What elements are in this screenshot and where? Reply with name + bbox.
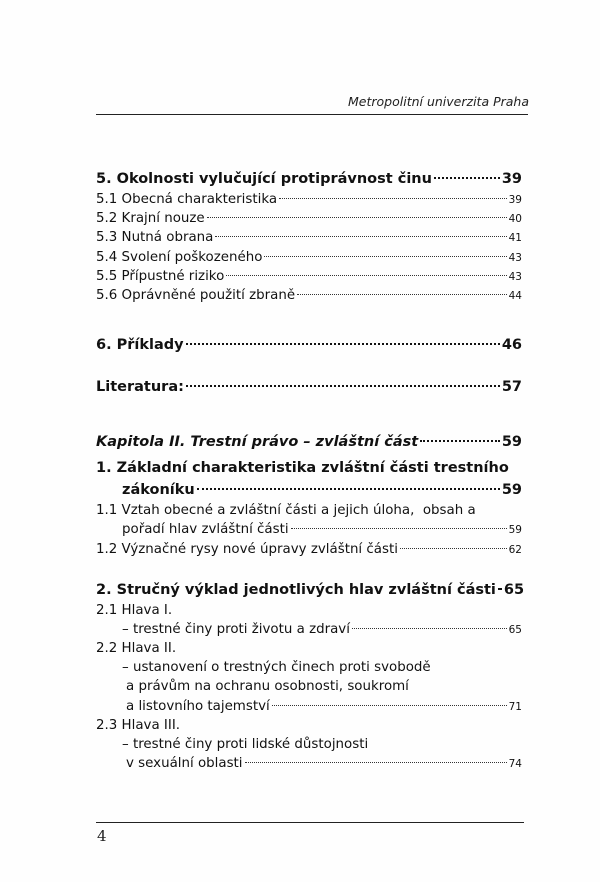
toc-entry-label-line1: 1.1 Vztah obecné a zvláštní části a jejich úloha, obsah a	[96, 503, 476, 519]
footer-rule	[96, 822, 524, 823]
toc-entry-label: 2.3 Hlava III.	[96, 717, 181, 733]
dot-leader	[291, 528, 507, 529]
toc-entry-5-1[interactable]	[96, 190, 522, 209]
toc-entry-page: 59	[501, 482, 522, 499]
dot-leader	[186, 343, 500, 345]
toc-entry-label: 1.2 Význačné rysy nové úpravy zvláštní části	[96, 541, 398, 557]
dot-leader	[197, 488, 500, 490]
toc-entry-label-line2: zákoníku	[122, 482, 195, 499]
dot-leader	[434, 177, 500, 179]
toc-entry-literatura[interactable]	[96, 376, 522, 398]
toc-entry-k2-3[interactable]	[96, 716, 522, 774]
toc-entry-label: 5.4 Svolení poškozeného	[96, 249, 263, 265]
table-of-contents	[96, 168, 525, 773]
toc-entry-k2-1[interactable]	[96, 601, 522, 639]
dot-leader	[215, 236, 506, 237]
toc-entry-sub: v sexuální oblasti	[126, 756, 243, 772]
toc-entry-page: 59	[508, 524, 522, 537]
toc-entry-page: 57	[501, 379, 522, 396]
toc-entry-page: 74	[508, 758, 522, 771]
dot-leader	[420, 440, 500, 442]
toc-entry-sub: – ustanovení o trestných činech proti svobodě	[122, 660, 431, 676]
toc-entry-page: 44	[508, 289, 522, 302]
dot-leader	[352, 628, 507, 629]
toc-entry-5-6[interactable]	[96, 286, 522, 305]
toc-entry-label: 2.1 Hlava I.	[96, 602, 173, 618]
toc-entry-page: 39	[501, 171, 522, 187]
toc-entry-5-3[interactable]	[96, 228, 522, 247]
toc-entry-page: 43	[508, 270, 522, 283]
toc-entry-label-line1: 1. Základní charakteristika zvláštní části trestního	[96, 460, 509, 477]
toc-entry-label: 2.2 Hlava II.	[96, 641, 177, 657]
toc-entry-label: 5. Okolnosti vylučující protiprávnost činu	[96, 171, 432, 187]
toc-entry-k1-2[interactable]	[96, 540, 522, 559]
toc-entry-k2[interactable]	[96, 579, 525, 601]
toc-entry-label: 6. Příklady	[96, 337, 184, 354]
dot-leader	[297, 294, 507, 295]
toc-entry-label: 5.2 Krajní nouze	[96, 211, 205, 227]
toc-entry-sub: a právům na ochranu osobnosti, soukromí	[126, 679, 409, 695]
toc-entry-5-4[interactable]	[96, 248, 522, 267]
toc-entry-label: 2. Stručný výklad jednotlivých hlav zvláštní části	[96, 581, 496, 598]
dot-leader	[264, 256, 506, 257]
dot-leader	[186, 385, 500, 387]
header-title: Metropolitní univerzita Praha	[348, 94, 529, 109]
toc-entry-label: 5.3 Nutná obrana	[96, 230, 214, 246]
toc-entry-5-5[interactable]	[96, 267, 522, 286]
toc-entry-5-2[interactable]	[96, 209, 522, 228]
dot-leader	[272, 705, 507, 706]
dot-leader	[400, 548, 507, 549]
toc-entry-page: 39	[508, 194, 522, 206]
toc-entry-chapter-5[interactable]	[96, 168, 522, 190]
toc-entry-page: 59	[501, 434, 522, 451]
toc-entry-kapitola-2[interactable]	[96, 431, 522, 453]
toc-entry-label: Literatura:	[96, 379, 184, 396]
toc-entry-page: 43	[508, 251, 522, 264]
toc-entry-k1-1[interactable]	[96, 501, 522, 539]
toc-entry-label: 5.6 Oprávněné použití zbraně	[96, 287, 296, 303]
dot-leader	[279, 198, 507, 199]
toc-entry-chapter-6[interactable]	[96, 334, 522, 356]
toc-entry-sub: – trestné činy proti životu a zdraví	[122, 621, 350, 637]
toc-entry-label: Kapitola II. Trestní právo – zvláštní část	[96, 434, 419, 451]
toc-entry-page: 71	[508, 700, 522, 713]
toc-entry-page: 62	[508, 543, 522, 556]
dot-leader	[207, 217, 507, 218]
toc-entry-page: 40	[508, 213, 522, 226]
toc-entry-sub: – trestné činy proti lidské důstojnosti	[122, 737, 369, 752]
dot-leader	[226, 275, 506, 276]
dot-leader	[498, 588, 502, 590]
toc-entry-page: 41	[508, 232, 522, 245]
toc-entry-k1[interactable]	[96, 457, 522, 501]
toc-entry-page: 65	[508, 623, 522, 636]
toc-entry-page: 46	[501, 337, 522, 354]
dot-leader	[245, 762, 507, 763]
header-rule	[96, 114, 528, 115]
toc-entry-page: 65	[503, 581, 525, 598]
toc-entry-label: 5.1 Obecná charakteristika	[96, 192, 278, 207]
page-number: 4	[97, 827, 107, 845]
toc-entry-label: 5.5 Přípustné riziko	[96, 268, 225, 284]
toc-entry-k2-2[interactable]	[96, 639, 522, 716]
toc-entry-label-line2: pořadí hlav zvláštní části	[122, 522, 289, 538]
toc-entry-sub: a listovního tajemství	[126, 698, 270, 714]
